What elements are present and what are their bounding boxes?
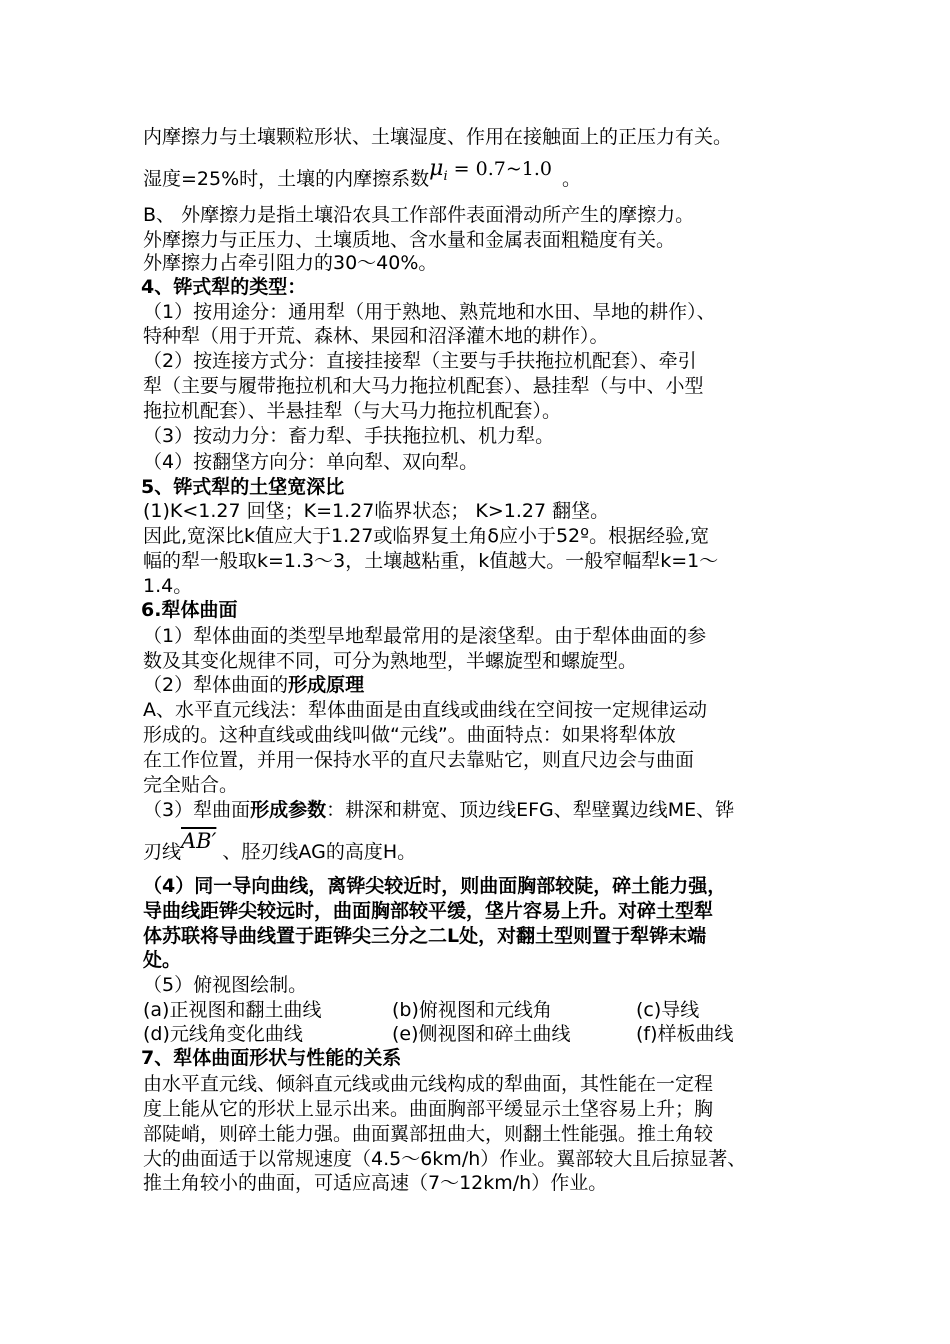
bold-term: 形成原理 — [288, 674, 365, 696]
text-line: 1.4。 — [143, 575, 193, 597]
text-span: （3）犁曲面 — [143, 799, 251, 821]
text-line: 拖拉机配套）、半悬挂犁（与大马力拖拉机配套）。 — [143, 400, 562, 422]
text-line: （1）按用途分：通用犁（用于熟地、熟荒地和水田、旱地的耕作）、 — [143, 301, 716, 323]
text-span: 湿度=25%时，土壤的内摩擦系数 — [143, 168, 430, 190]
text-line: 大的曲面适于以常规速度（4.5～6km/h）作业。翼部较大且后掠显著、 — [143, 1148, 747, 1170]
text-line: （4）按翻垡方向分：单向犁、双向犁。 — [143, 451, 479, 473]
figure-list-item: (b)俯视图和元线角 — [392, 999, 552, 1021]
text-line: 幅的犁一般取k=1.3～3，土壤越粘重，k值越大。一般窄幅犁k=1～ — [143, 550, 719, 572]
text-span: 刃线 — [143, 841, 182, 863]
figure-list-item: (d)元线角变化曲线 — [143, 1023, 303, 1045]
text-span: 、胫刃线AG的高度H。 — [216, 841, 417, 863]
section-heading: 6.犁体曲面 — [141, 599, 238, 621]
text-line: 特种犁（用于开荒、森林、果园和沼泽灌木地的耕作）。 — [143, 325, 609, 347]
bold-term: 形成参数 — [250, 799, 327, 821]
section-heading: 7、犁体曲面形状与性能的关系 — [141, 1047, 402, 1069]
text-line: （3）按动力分：畜力犁、手扶拖拉机、机力犁。 — [143, 425, 555, 447]
text-line: 在工作位置，并用一保持水平的直尺去靠贴它，则直尺边会与曲面 — [143, 749, 695, 771]
text-line: 内摩擦力与土壤颗粒形状、土壤湿度、作用在接触面上的正压力有关。 — [143, 126, 733, 148]
text-span: （2）犁体曲面的 — [143, 674, 289, 696]
text-line: 犁（主要与履带拖拉机和大马力拖拉机配套）、悬挂犁（与中、小型 — [143, 375, 704, 397]
text-line: 度上能从它的形状上显示出来。曲面胸部平缓显示土垡容易上升；胸 — [143, 1098, 714, 1120]
text-span: ：耕深和耕宽、顶边线EFG、犁壁翼边线ME、铧 — [326, 799, 735, 821]
text-line — [143, 798, 734, 822]
figure-list-item: (a)正视图和翻土曲线 — [143, 999, 322, 1021]
text-line: （5）俯视图绘制。 — [143, 974, 308, 996]
text-line: 因此,宽深比k值应大于1.27或临界复土角δ应小于52º。根据经验,宽 — [143, 525, 710, 547]
text-line: 数及其变化规律不同，可分为熟地型，半螺旋型和螺旋型。 — [143, 650, 638, 672]
text-line: 由水平直元线、倾斜直元线或曲元线构成的犁曲面，其性能在一定程 — [143, 1073, 714, 1095]
text-line: 完全贴合。 — [143, 774, 239, 796]
bold-paragraph-line: （4）同一导向曲线，离铧尖较近时，则曲面胸部较陡，碎土能力强， — [143, 875, 727, 897]
figure-list-item: (f)样板曲线 — [636, 1023, 734, 1045]
bold-paragraph-line: 导曲线距铧尖较远时，曲面胸部较平缓，垡片容易上升。对碎土型犁 — [143, 900, 714, 922]
text-line — [143, 673, 364, 697]
figure-list-item: (c)导线 — [636, 999, 700, 1021]
formula-subscript: i — [443, 168, 448, 184]
friction-coefficient-formula — [429, 156, 552, 184]
text-line: 部陡峭，则碎土能力强。曲面翼部扭曲大，则翻土性能强。推土角较 — [143, 1123, 714, 1145]
section-heading: 5、铧式犁的土垡宽深比 — [141, 476, 345, 498]
text-line: (1)K<1.27 回垡；K=1.27临界状态； K>1.27 翻垡。 — [143, 500, 610, 522]
text-line: （2）按连接方式分：直接挂接犁（主要与手扶拖拉机配套）、牵引 — [143, 350, 697, 372]
text-line: 推土角较小的曲面，可适应高速（7～12km/h）作业。 — [143, 1172, 608, 1194]
text-line: （1）犁体曲面的类型旱地犁最常用的是滚垡犁。由于犁体曲面的参 — [143, 625, 707, 647]
formula-value: = 0.7~1.0 — [447, 158, 552, 180]
text-span: 。 — [562, 168, 582, 190]
text-line-with-formula — [143, 156, 582, 199]
section-heading: 4、铧式犁的类型： — [141, 276, 307, 298]
text-line: B、 外摩擦力是指土壤沿农具工作部件表面滑动所产生的摩擦力。 — [143, 204, 695, 226]
figure-list-item: (e)侧视图和碎土曲线 — [392, 1023, 571, 1045]
bold-paragraph-line: 处。 — [143, 949, 182, 971]
text-line-with-formula — [143, 829, 417, 864]
text-line: A、水平直元线法：犁体曲面是由直线或曲线在空间按一定规律运动 — [143, 699, 707, 721]
text-line: 外摩擦力与正压力、土壤质地、含水量和金属表面粗糙度有关。 — [143, 229, 676, 251]
edge-line-formula: AB′ — [181, 829, 217, 853]
bold-paragraph-line: 体苏联将导曲线置于距铧尖三分之二L处，对翻土型则置于犁铧末端 — [143, 925, 707, 947]
formula-variable: μ — [429, 156, 444, 181]
text-line: 形成的。这种直线或曲线叫做“元线”。曲面特点：如果将犁体放 — [143, 724, 676, 746]
text-line: 外摩擦力占牵引阻力的30～40%。 — [143, 252, 438, 274]
